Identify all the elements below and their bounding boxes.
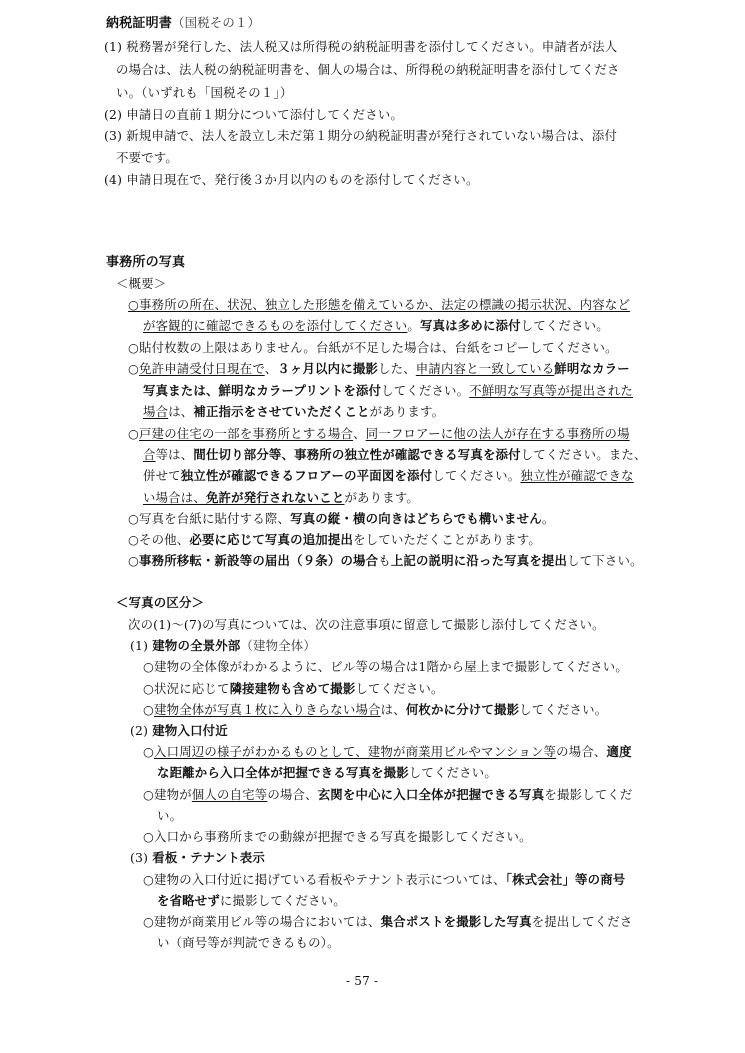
bullet-4-line-4 [143, 489, 419, 507]
bullet-mark: ○ [128, 426, 140, 441]
bullet-5-b1: 写真の縦・横の向きはどちらでも構いません [290, 511, 542, 526]
bullet-5-t2: 。 [541, 511, 555, 526]
c1b-t1: ○状況に応じて [143, 681, 230, 696]
c2a-u-wrap [154, 744, 556, 759]
bullet-1-text: ○事務所の所在、状況、独立した形態を備えているか、法定の標識の掲示状況、内容など [128, 297, 631, 312]
category-number: (1) [130, 638, 153, 653]
c3b-b1: 集合ポストを撮影した写真 [380, 914, 532, 929]
c2a-t1: 入口周辺の様子がわかるものとして、建物が [154, 744, 406, 759]
c2b-u1: 個人の自宅等 [191, 787, 268, 802]
bullet-6-t1: ○その他、 [128, 532, 190, 547]
bullet-3-b4: 補正指示をさせていただくこと [193, 404, 370, 419]
c3a-t1: ○建物の入口付近に掲げている看板やテナント表示については、 [143, 872, 506, 887]
c3b-t1: ○建物が商業用ビル等の場合においては、 [143, 914, 381, 929]
c2a-b1: 適度 [606, 744, 632, 759]
bullet-3-b2: 鮮明なカラー [554, 361, 630, 376]
section-title: 納税証明書 [106, 16, 173, 31]
bullet-3-b1: ３ヶ月以内に撮影 [277, 361, 379, 376]
section-title-tax-certificate [106, 14, 260, 33]
bullet-7-t1: も [378, 553, 391, 568]
tax-item-3-line-2: 不要です。 [116, 150, 178, 165]
bullet-3-t3: してください。 [381, 383, 470, 398]
category-1-bullet-a: ○建物の全体像がわかるように、ビル等の場合は1階から屋上まで撮影してください。 [143, 659, 628, 674]
tax-item-4: (4) 申請日現在で、発行後３か月以内のものを添付してください。 [104, 172, 479, 187]
bullet-4-line-3 [143, 467, 634, 485]
bullet-6-t2: をしていただくことがあります。 [353, 532, 541, 547]
bullet-3-b3: 写真または、鮮明なカラープリントを添付 [143, 383, 382, 398]
photo-categories-intro: 次の(1)～(7)の写真については、次の注意事項に留意して撮影し添付してください。 [128, 617, 605, 632]
c2b-t3: を撮影してくだ [544, 787, 633, 802]
category-3-bullet-a-line-1 [143, 871, 625, 889]
tax-item-3-line-1: (3) 新規申請で、法人を設立し未だ第１期分の納税証明書が発行されていない場合は、添付 [104, 128, 618, 143]
bullet-4-t5: してください。 [432, 468, 521, 483]
bullet-7 [128, 552, 643, 570]
bullet-4-b2: 独立性が確認できるフロアーの平面図を添付 [180, 468, 433, 483]
bullet-3-u4: 場合 [143, 404, 169, 419]
bullet-3-u2: 申請内容と一致している [415, 361, 555, 376]
bullet-mark: ○ [128, 553, 140, 568]
c2b-t2: の場合、 [267, 787, 318, 802]
section-title-note: （国税その１） [172, 15, 261, 30]
c1b-b1: 隣接建物も含めて撮影 [229, 681, 356, 696]
bullet-2: ○貼付枚数の上限はありません。台紙が不足した場合は、台紙をコピーしてください。 [128, 340, 618, 355]
bullet-3-u1: 免許申請受付日現在で [139, 361, 265, 376]
category-1-note: （建物全体） [240, 638, 316, 653]
bullet-3-t1: 、 [264, 361, 278, 376]
category-2-bullet-a-line-1 [143, 743, 632, 761]
c1b-t2: してください。 [355, 681, 444, 696]
category-number: (2) [130, 723, 153, 738]
bullet-4-u4: 独立性が確認できな [520, 468, 634, 483]
bullet-1-line-2 [143, 317, 609, 335]
category-3-bullet-a-line-2 [157, 892, 346, 910]
c2a-t4: してください。 [408, 765, 497, 780]
category-1-title [130, 637, 316, 655]
category-1-name: 建物の全景外部 [152, 638, 241, 653]
bullet-3-line-2 [143, 382, 633, 400]
bullet-7-b2: 上記の説明に沿った写真を提出 [390, 553, 568, 568]
category-3-name: 看板・テナント表示 [152, 850, 265, 865]
bullet-5 [128, 510, 554, 528]
category-2-name: 建物入口付近 [152, 723, 228, 738]
category-1-bullet-c [143, 701, 607, 719]
c3a-b2: を省略せず [157, 893, 220, 908]
bullet-4-b3: 免許が発行されないこと [205, 490, 345, 505]
bullet-4-t4: 併せて [143, 468, 181, 483]
bullet-4-u2: 同一フロアーに他の法人が存在する事務所の場 [365, 426, 630, 441]
c3a-b1: 「株式会社」等の商号 [505, 872, 626, 887]
bullet-mark: ○ [143, 702, 155, 717]
bullet-4-t3: してください。また、 [520, 447, 647, 462]
bullet-1-bold: 写真は多めに添付 [420, 318, 521, 333]
c2a-t3: の場合、 [556, 744, 607, 759]
c3b-t2: を提出してくださ [531, 914, 633, 929]
c2a-t2: 等 [543, 744, 557, 759]
bullet-3-t2: した、 [378, 361, 416, 376]
bullet-4-t1: 、 [353, 426, 366, 441]
bullet-4-line-2 [143, 446, 647, 464]
category-3-bullet-b-line-2: い（商号等が判読できるもの）。 [157, 935, 340, 950]
bullet-3-line-3 [143, 403, 444, 421]
c2a-b2: な距離から入口全体が把握できる写真を撮影 [157, 765, 409, 780]
category-3-bullet-b-line-1 [143, 913, 632, 931]
c2a-u1: 商業用ビルやマンション [405, 744, 544, 759]
bullet-7-t2: して下さい。 [567, 553, 643, 568]
c1c-b1: 何枚かに分けて撮影 [405, 702, 520, 717]
bullet-mark: ○ [143, 744, 155, 759]
bullet-7-b1: 事務所移転・新設等の届出（９条）の場合 [139, 553, 379, 568]
tax-item-1-line-3: い。（いずれも「国税その１」） [116, 85, 293, 100]
c1c-u1: 建物全体が写真１枚に入りきらない場合 [154, 702, 381, 717]
bullet-3-u3: 不鮮明な写真等が提出された [469, 383, 633, 398]
section-title-office-photos: 事務所の写真 [106, 255, 186, 270]
bullet-4-u1: 戸建の住宅の一部を事務所とする場合 [139, 426, 354, 441]
bullet-4-t7: があります。 [344, 490, 420, 505]
overview-heading: ＜概要＞ [116, 276, 167, 291]
category-1-bullet-b [143, 680, 444, 698]
category-number: (3) [130, 850, 153, 865]
bullet-1-punct: 。 [407, 318, 420, 333]
category-2-bullet-b-line-1 [143, 786, 633, 804]
bullet-mark: ○ [128, 361, 140, 376]
bullet-1-underlined: が客観的に確認できるものを添付してください [143, 318, 408, 333]
c2b-b1: 玄関を中心に入口全体が把握できる写真 [317, 787, 545, 802]
category-2-bullet-a-line-2 [157, 764, 497, 782]
c3a-t2: に撮影してください。 [219, 893, 346, 908]
bullet-3-t4: は、 [168, 404, 194, 419]
c1c-t1: は、 [380, 702, 406, 717]
tax-item-2: (2) 申請日の直前１期分について添付してください。 [104, 107, 404, 122]
category-3-title [130, 849, 265, 867]
category-2-bullet-b-line-2: い。 [157, 808, 183, 823]
bullet-4-u3: 合 [143, 447, 156, 462]
bullet-3-t5: があります。 [369, 404, 445, 419]
tax-item-1-line-1: (1) 税務署が発行した、法人税又は所得税の納税証明書を添付してください。申請者が法人 [104, 39, 618, 54]
tax-item-1-line-2: の場合は、法人税の納税証明書を、個人の場合は、所得税の納税証明書を添付してくださ [116, 62, 620, 77]
page-number: - 57 - [346, 974, 379, 988]
c2b-t1: ○建物が [143, 787, 192, 802]
bullet-6 [128, 531, 541, 549]
bullet-3-line-1 [128, 360, 630, 378]
category-2-title [130, 722, 228, 740]
c1c-t2: してください。 [519, 702, 608, 717]
bullet-4-b1: 間仕切り部分等、事務所の独立性が確認できる写真を添付 [193, 447, 521, 462]
bullet-6-b1: 必要に応じて写真の追加提出 [189, 532, 354, 547]
bullet-5-t1: ○写真を台紙に貼付する際、 [128, 511, 291, 526]
bullet-4-line-1 [128, 425, 630, 443]
bullet-1-tail: してください。 [520, 318, 609, 333]
photo-categories-heading: ＜写真の区分＞ [116, 595, 205, 610]
bullet-4-u5 [143, 490, 344, 505]
category-2-bullet-c: ○入口から事務所までの動線が把握できる写真を撮影してください。 [143, 829, 532, 844]
bullet-1-line-1 [128, 296, 630, 314]
bullet-4-t6: い場合は、 [143, 490, 206, 505]
bullet-4-t2: 等は、 [155, 447, 194, 462]
